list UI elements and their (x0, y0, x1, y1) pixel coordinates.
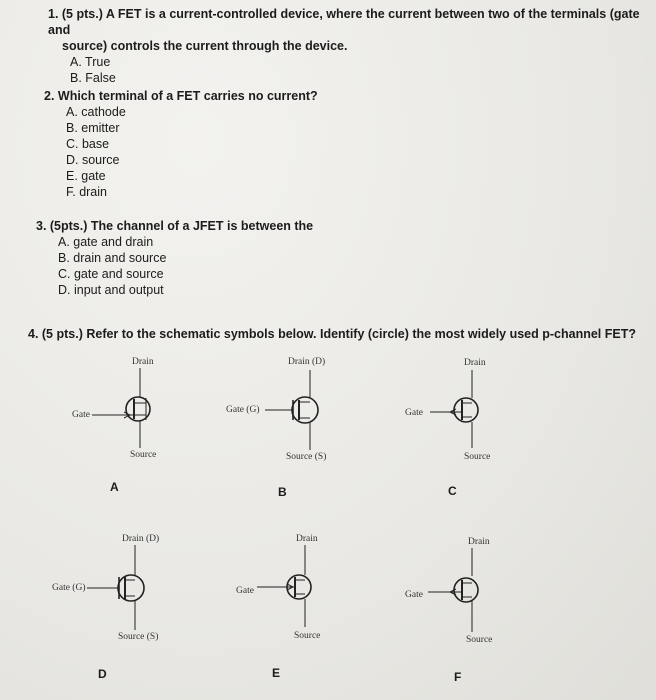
question-1-option-b[interactable]: B. False (70, 71, 116, 85)
symbol-c-letter: C (448, 484, 457, 498)
question-1 (48, 6, 656, 86)
question-3-stem: 3. (5pts.) The channel of a JFET is between the (36, 219, 314, 233)
symbol-a-letter: A (110, 480, 119, 494)
symbol-c-drain-label: Drain (464, 358, 486, 368)
symbol-d-drawing (85, 545, 175, 630)
question-2-option-d[interactable]: D. source (66, 153, 120, 167)
question-2-option-e[interactable]: E. gate (66, 169, 106, 183)
symbol-a-gate-label: Gate (72, 410, 90, 420)
question-1-stem-line1: 1. (5 pts.) A FET is a current-controlled device, where the current between two of the terminals (gate and (48, 7, 640, 37)
symbol-b-drawing (255, 370, 345, 450)
symbol-f-drain-label: Drain (468, 537, 490, 547)
question-1-stem-line2: source) controls the current through the device. (62, 39, 348, 53)
question-3-option-b[interactable]: B. drain and source (58, 251, 167, 265)
symbol-d-drain-label: Drain (D) (122, 534, 160, 544)
symbol-c-drawing (420, 370, 500, 450)
symbol-b-source-label: Source (S) (286, 452, 327, 462)
symbol-e-gate-label: Gate (236, 586, 254, 596)
question-3-option-a[interactable]: A. gate and drain (58, 235, 154, 249)
symbol-b-gate-label: Gate (G) (226, 405, 260, 415)
symbol-f-source-label: Source (466, 635, 493, 645)
symbol-a-source-label: Source (130, 450, 157, 460)
symbol-e-drain-label: Drain (296, 534, 318, 544)
symbol-e-drawing (255, 545, 335, 630)
question-2-stem: 2. Which terminal of a FET carries no current? (44, 89, 318, 103)
question-2-option-a[interactable]: A. cathode (66, 105, 126, 119)
symbol-b-letter: B (278, 485, 287, 499)
symbol-e-source-label: Source (294, 631, 321, 641)
symbol-d-letter: D (98, 667, 107, 681)
symbol-d-gate-label: Gate (G) (52, 583, 86, 593)
question-4 (28, 326, 636, 342)
question-4-stem: 4. (5 pts.) Refer to the schematic symbols below. Identify (circle) the most widely used p-channel FET? (28, 327, 636, 341)
question-2-option-f[interactable]: F. drain (66, 185, 107, 199)
symbol-c-gate-label: Gate (405, 408, 423, 418)
question-2-option-c[interactable]: C. base (66, 137, 110, 151)
symbol-f-drawing (420, 548, 500, 633)
symbol-e-letter: E (272, 666, 281, 680)
symbol-a-drain-label: Drain (132, 357, 154, 367)
symbol-b-drain-label: Drain (D) (288, 357, 326, 367)
symbol-f-letter: F (454, 670, 462, 684)
symbol-c-source-label: Source (464, 452, 491, 462)
question-2-option-b[interactable]: B. emitter (66, 121, 120, 135)
symbol-f-gate-label: Gate (405, 590, 423, 600)
question-1-option-a[interactable]: A. True (70, 55, 111, 69)
question-3-option-d[interactable]: D. input and output (58, 283, 164, 297)
question-2 (44, 88, 318, 200)
symbol-a-drawing (90, 368, 180, 448)
question-3-option-c[interactable]: C. gate and source (58, 267, 164, 281)
symbol-d-source-label: Source (S) (118, 632, 159, 642)
question-3 (36, 218, 313, 298)
